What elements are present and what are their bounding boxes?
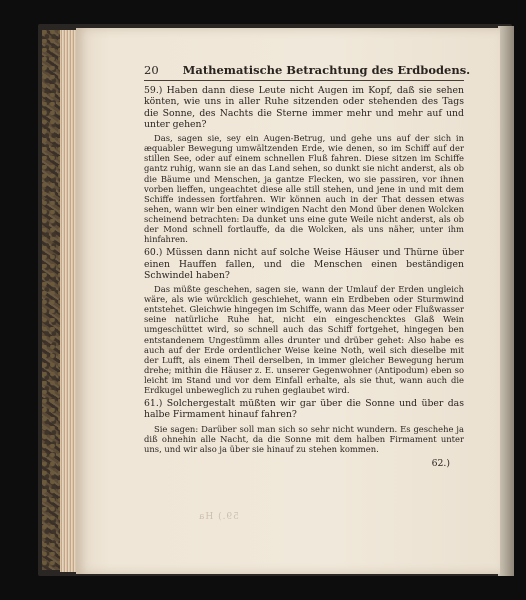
answer-61: Sie sagen: Darüber soll man sich so sehr nicht wundern. Es geschehe ja diß ohnehin alle Nacht, da die Sonne mit dem halben Firmament unter uns, und wir also ja über sie hinauf zu stehen kommen. bbox=[144, 423, 464, 454]
marbled-spine bbox=[42, 30, 62, 570]
page-number: 20 bbox=[144, 63, 159, 77]
page-text bbox=[144, 62, 471, 470]
bleed-through-text: 59.) Ha bbox=[198, 512, 239, 522]
question-61: 61.) Solchergestalt müßten wir gar über die Sonne und über das halbe Firmament hinauf fahren? bbox=[144, 398, 464, 421]
answer-60: Das müßte geschehen, sagen sie, wann der Umlauf der Erden ungleich wäre, als wie würcklich geschiehet, wann ein Erdbeben oder Sturmwind entstehet. Gleichwie hingegen im Schiffe, wann das Meer oder Flußwasser seine natürliche Ruhe hat, nicht ein eingeschencktes Glaß Wein umgeschüttet wird, so schnell auch das Schiff fortgehet, hingegen ben entstandenem Ungestümm alles drunter und drüber gehet: Also habe es auch auf der Erde ordentlicher Weise keine Noth, weil sich dieselbe mit der Lufft, als einem Theil derselben, in immer gleicher Bewegung herum drehe; mithin die Häuser z. E. unserer Gegenwohner (Antipodum) eben so leicht im Stand und vor dem Einfall erhalte, als sie thut, wann auch die Erdkugel unbeweglich zu ruhen geglaubet wird. bbox=[144, 284, 464, 396]
facing-page-edge bbox=[498, 26, 514, 576]
catchword: 62.) bbox=[431, 458, 450, 470]
question-59: 59.) Haben dann diese Leute nicht Augen im Kopf, daß sie sehen könten, wie uns in aller Ruhe sitzenden oder stehenden des Tags die Sonne, des Nachts die Sterne immer mehr und mehr auf und unter gehen? bbox=[144, 85, 464, 130]
question-60: 60.) Müssen dann nicht auf solche Weise Häuser und Thürne über einen Hauffen fallen, und die Menschen einen beständigen Schwindel haben? bbox=[144, 247, 464, 281]
running-head-title: Mathematische Betrachtung des Erdbodens. bbox=[182, 63, 471, 77]
answer-59: Das, sagen sie, sey ein Augen-Betrug, und gehe uns auf der sich in æquabler Bewegung umwältzenden Erde, wie denen, so im Schiff auf der stillen See, oder auf einem schnellen Fluß fahren. Diese sitzen im Schiffe gantz ruhig, wann sie an das Land sehen, so dunkt sie nicht anderst, als ob die Bäume und Menschen, ja gantze Flecken, wo sie passiren, vor ihnen vorben lieffen, ungeachtet diese alle still stehen, und jene in und mit dem Schiffe indessen fortfahren. Wir können auch in der That dessen etwas sehen, wann wir ben einer windigen Nacht den Mond über denen Wolcken scheinend betrachten: Da dunket uns eine gute Weile nicht anderst, als ob der Mond schnell fortlauffe, da die Wolcken, als uns näher, unter ihm hinfahren. bbox=[144, 133, 464, 245]
running-header bbox=[144, 62, 471, 81]
